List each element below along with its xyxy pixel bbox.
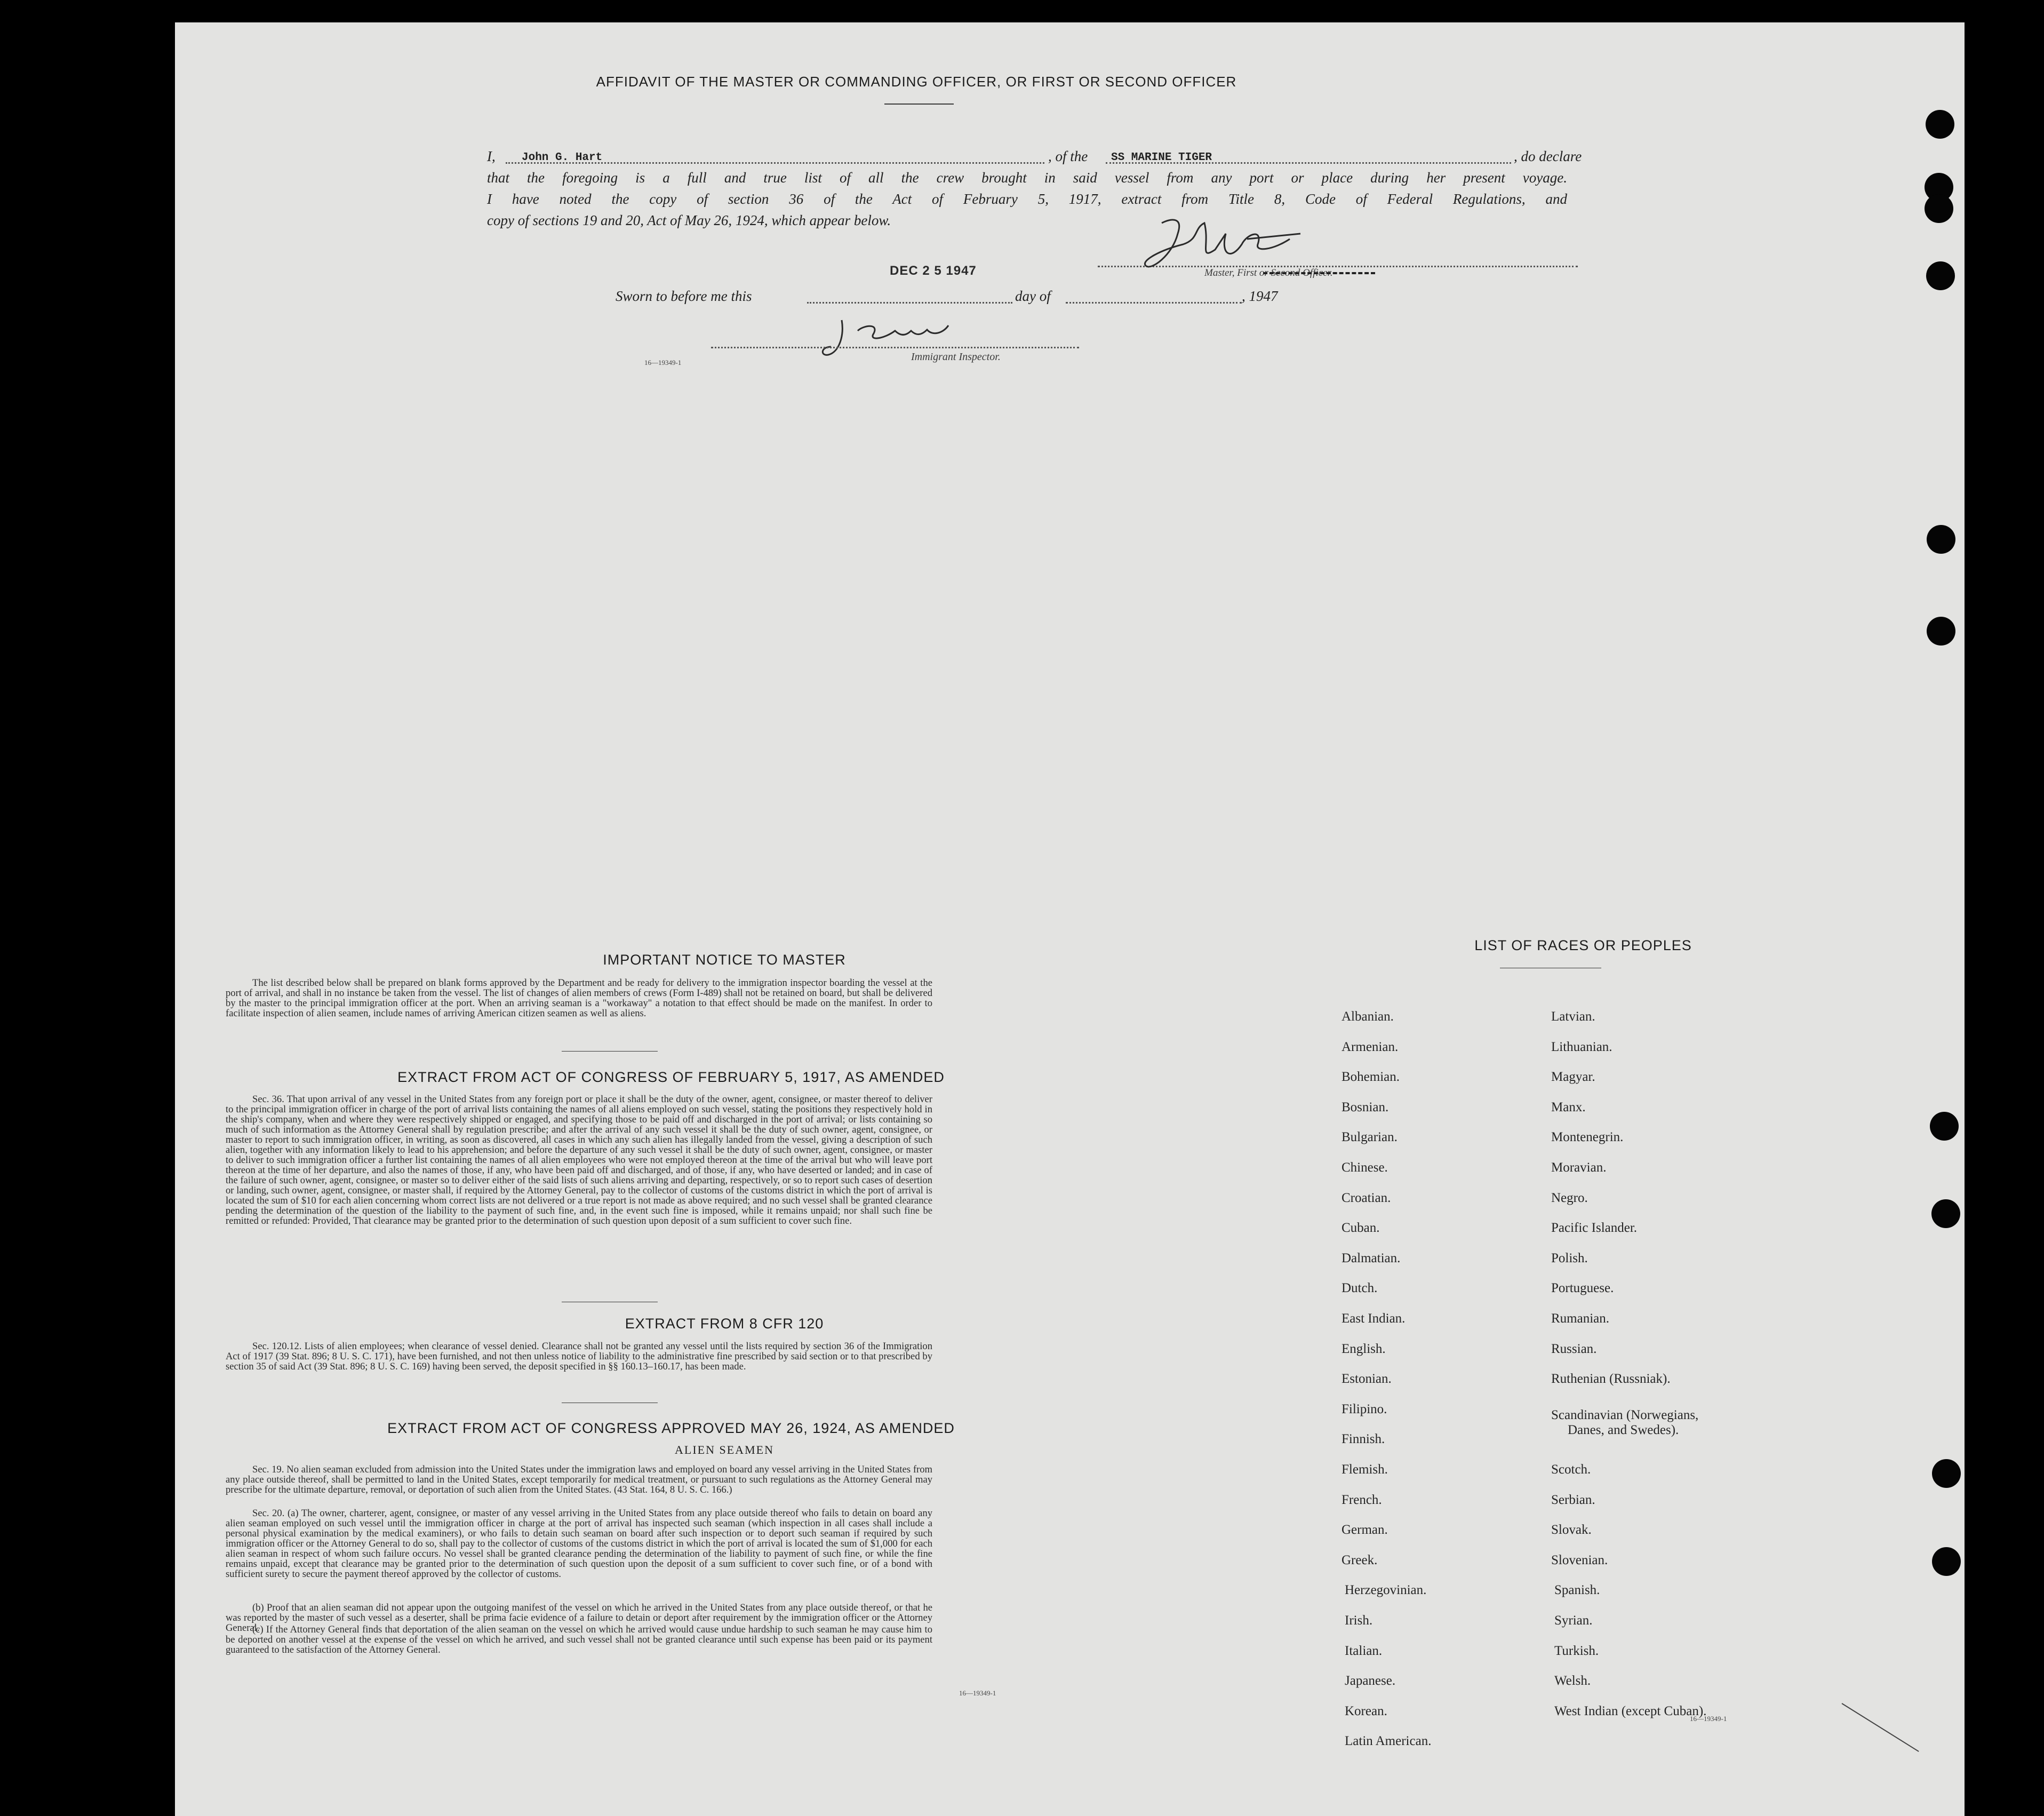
extract-1917-text: Sec. 36. That upon arrival of any vessel in the United States from any foreign port or place it shall be the duty of the owner, agent, consignee, or master thereof to deliver to the principal immigration officer in charge of the port of arrival lists containing the names of all aliens employed on such vessel, stating the positions they respectively hold in the ship's company, when and where they were respectively shipped or engaged, and specifying those to be paid off and discharged in the port of arrival; or lists containing so much of such information as the Attorney General shall by regulation prescribe; and after the arrival of any such vessel it shall be the duty of such owner, agent, consignee, or master to report to such immigration officer, in writing, as soon as discovered, all cases in which any such alien has illegally landed from the vessel, giving a description of such alien, together with any information likely to lead to his apprehension; and before the departure of any such vessel it shall be the duty of such owner, agent, consignee, or master to deliver to such immigration officer a further list containing the names of all alien employees who were not employed thereon at the time of the arrival but who will leave port thereon at the time of her departure, and also the names of those, if any, who have been paid off and discharged, and of those, if any, who have deserted or landed; and in case of the failure of such owner, agent, consignee, or master so to deliver either of the said lists of such aliens arriving and departing, respectively, or so to report such cases of desertion or landing, such owner, agent, consignee, or master shall, if required by the Attorney General, pay to the collector of customs of the customs district in which the port of arrival is located the sum of $10 for each alien concerning whom correct lists are not delivered or a true report is not made as above required; and no such vessel shall be granted clearance pending the determination of the question of the liability to the payment of such fine, and, in the event such fine is imposed, while it remains unpaid; nor shall such fine be remitted or refunded: Provided, That clearance may be granted prior to the determination of such question upon deposit of a sum sufficient to cover such fine.	[226, 1094, 932, 1226]
race-item: Croatian.	[1342, 1190, 1391, 1205]
punch-hole	[1932, 1459, 1961, 1488]
notice-text: The list described below shall be prepared on blank forms approved by the Department and be ready for delivery to the immigration inspector boarding the vessel at the port of arrival, and shall in no instance be taken from the vessel. The list of changes of alien members of crews (Form I-489) shall not be retained on board, but shall be delivered by the master to the principal immigration officer at the port. When an arriving seaman is a "workaway" a notation to that effect should be made on the manifest. In order to facilitate inspection of alien seamen, include names of arriving American citizen seamen as well as aliens.	[226, 977, 932, 1019]
officer-strikeout	[1263, 272, 1375, 274]
race-item: Rumanian.	[1551, 1311, 1610, 1326]
extract-cfr-title: EXTRACT FROM 8 CFR 120	[625, 1316, 824, 1332]
race-item: Bosnian.	[1342, 1100, 1389, 1114]
affidavit-title: AFFIDAVIT OF THE MASTER OR COMMANDING OFFICER, OR FIRST OR SECOND OFFICER	[596, 74, 1237, 90]
race-item: Spanish.	[1554, 1583, 1600, 1598]
race-item: Serbian.	[1551, 1492, 1595, 1507]
document-page	[175, 22, 1965, 1816]
sworn-day-line	[807, 302, 1012, 304]
do-declare-label: , do declare	[1514, 148, 1582, 164]
race-item: Chinese.	[1342, 1160, 1388, 1175]
punch-hole	[1925, 194, 1953, 223]
race-item: French.	[1342, 1492, 1382, 1507]
race-item: Lithuanian.	[1551, 1039, 1612, 1054]
sworn-year: , 1947	[1242, 288, 1278, 304]
extract-1924-sec19: Sec. 19. No alien seaman excluded from admission into the United States under the immigration laws and employed on board any vessel arriving in the United States from any place outside thereof, shall be permitted to land in the United States, except temporarily for medical treatment, or pursuant to such regulations as the Attorney General may prescribe for the ultimate departure, removal, or deportation of such alien from the United States. (43 Stat. 164, 8 U. S. C. 166.)	[226, 1464, 932, 1495]
extract-1917-title: EXTRACT FROM ACT OF CONGRESS OF FEBRUARY 5, 1917, AS AMENDED	[397, 1069, 945, 1085]
extract-1924-sec20c: (c) If the Attorney General finds that deportation of the alien seaman on the vessel on which he arrived would cause undue hardship to such seaman he may cause him to be deported on another vessel at the expense of the vessel on which he arrived, and such vessel shall not be granted clearance until such expense has been paid or its payment guaranteed to the satisfaction of the Attorney General.	[226, 1624, 932, 1655]
race-item: Slovak.	[1551, 1523, 1592, 1538]
master-caption: Master, First or Second Officer.	[1204, 267, 1333, 278]
punch-hole	[1932, 1547, 1961, 1576]
notice-divider	[562, 1051, 658, 1052]
race-item: Bulgarian.	[1342, 1130, 1398, 1145]
inspector-caption: Immigrant Inspector.	[911, 351, 1001, 363]
inspector-signature-line	[711, 347, 1079, 348]
race-item: Cuban.	[1342, 1221, 1380, 1236]
race-item: Negro.	[1551, 1190, 1588, 1205]
race-item: Irish.	[1345, 1613, 1373, 1628]
race-item: Polish.	[1551, 1251, 1588, 1265]
date-stamp: DEC 2 5 1947	[890, 264, 977, 278]
race-item: Scotch.	[1551, 1462, 1591, 1477]
punch-hole	[1926, 110, 1954, 139]
race-item: Latin American.	[1345, 1734, 1432, 1749]
race-item: Slovenian.	[1551, 1552, 1608, 1567]
race-item: German.	[1342, 1523, 1388, 1538]
race-item: Greek.	[1342, 1552, 1378, 1567]
master-name: John G. Hart	[522, 152, 603, 164]
title-divider	[884, 103, 954, 105]
of-the-label: , of the	[1048, 148, 1088, 164]
notice-title: IMPORTANT NOTICE TO MASTER	[603, 952, 846, 968]
race-item: Syrian.	[1554, 1613, 1593, 1628]
races-title: LIST OF RACES OR PEOPLES	[1474, 937, 1692, 953]
race-item: Japanese.	[1345, 1674, 1396, 1688]
affidavit-line-2: that the foregoing is a full and true list of all the crew brought in said vessel from any port or place during her present voyage.	[487, 170, 1567, 186]
punch-hole	[1931, 1199, 1960, 1228]
extract-1924-subtitle: ALIEN SEAMEN	[675, 1443, 774, 1456]
punch-hole	[1927, 525, 1955, 554]
race-item: Moravian.	[1551, 1160, 1607, 1175]
race-item: Danes, and Swedes).	[1568, 1423, 1679, 1438]
race-item: Finnish.	[1342, 1432, 1385, 1447]
race-item: Turkish.	[1554, 1643, 1599, 1658]
sworn-label: Sworn to before me this	[616, 288, 752, 304]
race-item: Ruthenian (Russniak).	[1551, 1372, 1671, 1387]
race-item: English.	[1342, 1341, 1386, 1356]
affidavit-form-number: 16—19349-1	[644, 359, 682, 367]
race-item: Armenian.	[1342, 1039, 1399, 1054]
race-item: Portuguese.	[1551, 1281, 1614, 1296]
race-item: Russian.	[1551, 1341, 1597, 1356]
race-item: Montenegrin.	[1551, 1130, 1624, 1145]
race-item: Albanian.	[1342, 1009, 1394, 1024]
punch-hole	[1927, 617, 1955, 646]
punch-hole	[1926, 261, 1955, 290]
race-item: Latvian.	[1551, 1009, 1595, 1024]
vessel-name: SS MARINE TIGER	[1111, 152, 1212, 164]
race-item: West Indian (except Cuban).	[1554, 1703, 1707, 1718]
race-item: Flemish.	[1342, 1462, 1388, 1477]
extract-form-number: 16—19349-1	[959, 1689, 996, 1697]
race-item: Welsh.	[1554, 1674, 1591, 1688]
affidavit-line-4: copy of sections 19 and 20, Act of May 26, 1924, which appear below.	[487, 212, 891, 228]
day-of-label: day of	[1015, 288, 1051, 304]
extract-1924-title: EXTRACT FROM ACT OF CONGRESS APPROVED MAY 26, 1924, AS AMENDED	[387, 1420, 955, 1436]
race-item: Filipino.	[1342, 1401, 1387, 1416]
race-item: Scandinavian (Norwegians,	[1551, 1408, 1699, 1423]
race-item: Bohemian.	[1342, 1070, 1400, 1085]
race-item: Estonian.	[1342, 1372, 1392, 1387]
race-item: Magyar.	[1551, 1070, 1595, 1085]
affidavit-i-label: I,	[487, 148, 496, 164]
race-item: Italian.	[1345, 1643, 1383, 1658]
races-form-number: 16—19349-1	[1690, 1715, 1727, 1723]
race-item: East Indian.	[1342, 1311, 1406, 1326]
extract-1924-sec20b: (b) Proof that an alien seaman did not appear upon the outgoing manifest of the vessel on which he arrived in the United States from any place outside thereof, or that he was reported by the master of such vessel as a deserter, shall be prima facie evidence of a failure to detain or deport after requirement by the immigration officer or the Attorney General.	[226, 1602, 932, 1634]
race-item: Manx.	[1551, 1100, 1586, 1114]
stray-mark	[1841, 1703, 1919, 1752]
affidavit-line-3: I have noted the copy of section 36 of the Act of February 5, 1917, extract from Title 8, Code of Federal Regulations, and	[487, 191, 1567, 207]
sworn-month-line	[1066, 302, 1242, 304]
race-item: Dalmatian.	[1342, 1251, 1401, 1265]
extract-cfr-text: Sec. 120.12. Lists of alien employees; when clearance of vessel denied. Clearance shall not be granted any vessel until the lists required by section 36 of the Immigration Act of 1917 (39 Stat. 896; 8 U. S. C. 171), have been furnished, and not then unless notice of liability to the administrative fine prescribed by said section or to that prescribed by section 35 of said Act (39 Stat. 896; 8 U. S. C. 169) having been served, the deposit specified in §§ 160.13–160.17, has been made.	[226, 1341, 932, 1372]
race-item: Korean.	[1345, 1703, 1387, 1718]
punch-hole	[1930, 1112, 1959, 1141]
extract-1924-sec20a: Sec. 20. (a) The owner, charterer, agent, consignee, or master of any vessel arriving in the United States from any place outside thereof who fails to detain on board any alien seaman employed on such vessel until the immigration officer in charge at the port of arrival has inspected such seaman (which inspection in all cases shall include a personal physical examination by the medical examiners), or who fails to detain such seaman on board after such inspection or to deport such seaman if required by such immigration officer or the Attorney General to do so, shall pay to the collector of customs of the customs district in which the port of arrival is located the sum of $1,000 for each alien seaman in respect of whom such failure occurs. No vessel shall be granted clearance pending the determination of the liability to payment of such fine, or while the fine remains unpaid, except that clearance may be granted prior to the determination of such question upon the deposit of a sum sufficient to cover such fine, or of a bond with sufficient surety to secure the payment thereof approved by the collector of customs.	[226, 1508, 932, 1580]
race-item: Pacific Islander.	[1551, 1221, 1638, 1236]
race-item: Herzegovinian.	[1345, 1583, 1427, 1598]
race-item: Dutch.	[1342, 1281, 1378, 1296]
